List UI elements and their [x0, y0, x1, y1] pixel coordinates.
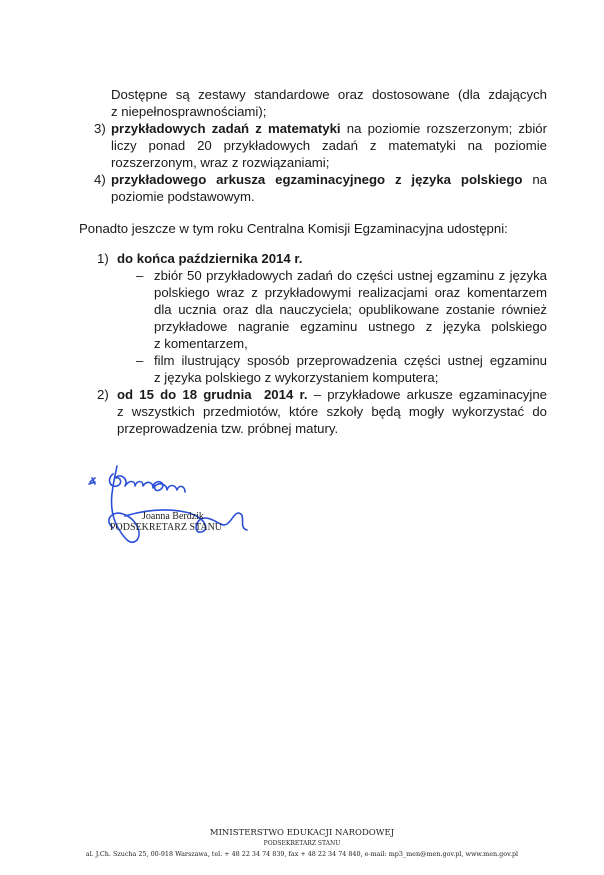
footer-office: PODSEKRETARZ STANU: [263, 840, 341, 847]
continuation-line-2: z niepełnosprawnościami);: [111, 104, 267, 119]
list-item-text: na poziomie rozszerzonym; zbiór: [340, 121, 547, 136]
list-item-line: [111, 171, 547, 188]
list-number: 1): [97, 251, 109, 266]
list-number: 4): [94, 172, 106, 187]
list-item-line: [117, 386, 547, 403]
list-item-line: poziomie podstawowym.: [111, 189, 255, 204]
continuation-line-1: Dostępne są zestawy standardowe oraz dostosowane (dla zdających: [111, 87, 547, 102]
dash-bullet: –: [136, 268, 144, 283]
list-item-line: rozszerzonym, wraz z rozwiązaniami;: [111, 155, 330, 170]
signatory-title: PODSEKRETARZ STANU: [110, 522, 223, 533]
subitem-line: z komentarzem,: [154, 336, 248, 351]
dash-bullet: –: [136, 353, 144, 368]
list-item-line: [111, 120, 547, 137]
intro-paragraph: Ponadto jeszcze w tym roku Centralna Komisji Egzaminacyjna udostępni:: [79, 221, 508, 236]
subitem-line: film ilustrujący sposób przeprowadzenia części ustnej egzaminu: [154, 353, 547, 368]
subitem-line: przykładowe nagranie egzaminu ustnego z języka polskiego: [154, 319, 547, 334]
subitem-line: z języka polskiego z wykorzystaniem komputera;: [154, 370, 439, 385]
list-item-heading: [117, 250, 302, 267]
subitem-line: zbiór 50 przykładowych zadań do części ustnej egzaminu z języka: [154, 268, 547, 283]
list-item-text: – przykładowe arkusze egzaminacyjne: [307, 387, 547, 402]
list-number: 2): [97, 387, 109, 402]
list-item-bold: od 15 do 18 grudnia 2014 r.: [117, 387, 308, 402]
list-item-text: na: [522, 172, 547, 187]
list-item-line: z wszystkich przedmiotów, które szkoły będą mogły wykorzystać do: [117, 404, 547, 419]
list-item-bold: przykładowego arkusza egzaminacyjnego z języka polskiego: [111, 172, 523, 187]
footer-address: al. J.Ch. Szucha 25, 00-918 Warszawa, tel. + 48 22 34 74 839, fax + 48 22 34 74 840, e-mail: mp3_men@men.gov.pl, www.men.gov.pl: [85, 850, 519, 858]
list-item-line: przeprowadzenia tzw. próbnej matury.: [117, 421, 339, 436]
footer-ministry: MINISTERSTWO EDUKACJI NARODOWEJ: [209, 828, 395, 838]
subitem-line: dla ucznia oraz dla nauczyciela; opublikowane zostanie również: [154, 302, 547, 317]
list-number: 3): [94, 121, 106, 136]
signatory-name: Joanna Berdzik: [142, 511, 204, 522]
list-item-bold: przykładowych zadań z matematyki: [111, 121, 341, 136]
handwritten-signature: [85, 460, 285, 560]
list-item-bold: do końca października 2014 r.: [117, 251, 303, 266]
list-item-line: liczy ponad 20 przykładowych zadań z matematyki na poziomie: [111, 138, 547, 153]
subitem-line: polskiego wraz z przykładowymi realizacjami oraz komentarzem: [154, 285, 547, 300]
